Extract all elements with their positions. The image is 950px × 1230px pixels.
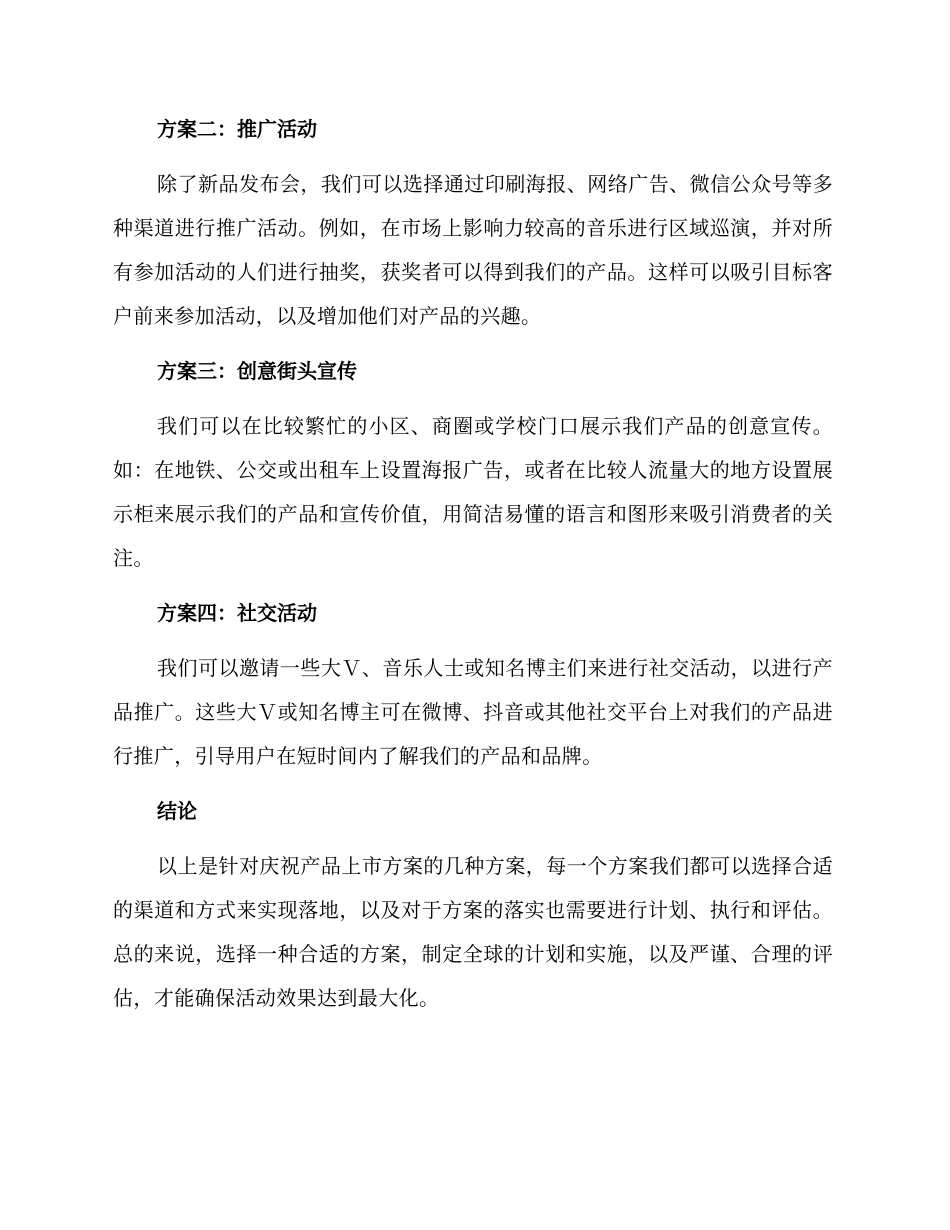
section-conclusion bbox=[113, 790, 833, 1020]
section-paragraph: 以上是针对庆祝产品上市方案的几种方案，每一个方案我们都可以选择合适的渠道和方式来实现落地，以及对于方案的落实也需要进行计划、执行和评估。总的来说，选择一种合适的方案，制定全球的计划和实施，以及严谨、合理的评估，才能确保活动效果达到最大化。 bbox=[113, 854, 833, 1010]
section-heading: 方案三：创意街头宣传 bbox=[157, 359, 357, 383]
section-heading: 方案四：社交活动 bbox=[157, 601, 317, 625]
section-promotion-activity bbox=[113, 108, 833, 338]
section-street-promotion bbox=[113, 350, 833, 580]
document-body bbox=[113, 108, 833, 1032]
section-paragraph: 我们可以邀请一些大Ｖ、音乐人士或知名博主们来进行社交活动，以进行产品推广。这些大Ｖ或知名博主可在微博、抖音或其他社交平台上对我们的产品进行推广，引导用户在短时间内了解我们的产品和品牌。 bbox=[113, 656, 833, 768]
section-heading: 结论 bbox=[157, 799, 197, 823]
section-social-activity bbox=[113, 592, 833, 778]
section-paragraph: 我们可以在比较繁忙的小区、商圈或学校门口展示我们产品的创意宣传。如：在地铁、公交或出租车上设置海报广告，或者在比较人流量大的地方设置展示柜来展示我们的产品和宣传价值，用简洁易懂的语言和图形来吸引消费者的关注。 bbox=[113, 414, 833, 570]
section-paragraph: 除了新品发布会，我们可以选择通过印刷海报、网络广告、微信公众号等多种渠道进行推广活动。例如，在市场上影响力较高的音乐进行区域巡演，并对所有参加活动的人们进行抽奖，获奖者可以得到我们的产品。这样可以吸引目标客户前来参加活动，以及增加他们对产品的兴趣。 bbox=[113, 172, 833, 328]
section-heading: 方案二：推广活动 bbox=[157, 117, 317, 141]
